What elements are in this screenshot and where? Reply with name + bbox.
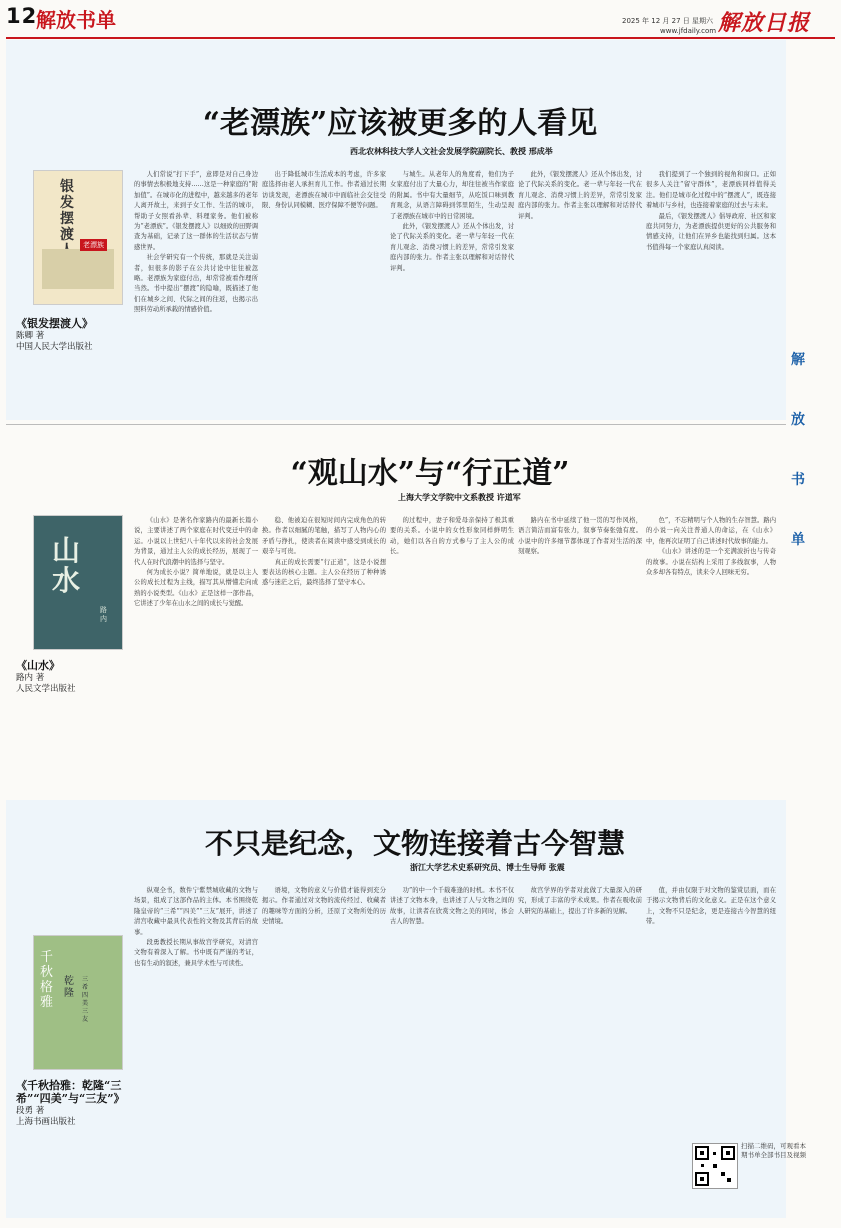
section-divider [6,424,786,425]
article2-column: 的过程中，妻子和爱母亲保持了极其重要的关系。小说中的女性形象同样鲜明生动，她们以各自的方式参与了主人公的成长。 [390,517,514,556]
article1-caption [16,318,93,353]
article2-caption [16,660,76,695]
caption-author: 路内 著 [16,673,45,683]
article1-headline: “老漂族”应该被更多的人看见 [202,106,598,141]
article1-column: 与城生。从老年人的角度看，他们为子女家庭付出了大量心力，却往往被当作家庭的附属。书中有大量细节，从吃饭口味到教育观念，从语言障碍到邻里陌生，生动呈现了老漂族在城市中的日常困境。 此外，《银发摆渡人》还从个体出发，讨论了代际关系的变化。老一辈与年轻一代在育儿观念、消费习惯上的差异，常常引发家庭内部的张力。作者主张以理解和对话替代评判。 [390,171,514,272]
qr-caption: 扫描二维码，可观看本期书单全部书目及视频 [741,1142,806,1159]
article2-byline: 上海大学文学院中文系教授 许道军 [398,493,521,502]
cover-subtitle: 三希 四美 三友 [82,976,89,1023]
qr-code[interactable] [692,1143,738,1189]
side-char: 放 [791,412,805,428]
article2-column: 色”，不忘精明与个人物的生存智慧。路内的小说一向关注普通人的命运，在《山水》中，他再次证明了自己讲述时代故事的能力。 《山水》讲述的是一个充满波折也与传奇的故事。小说在结构上采用了多线叙事，人物众多却各有特点，读来令人回味无穷。 [646,517,776,577]
article3-column: 值，并由仅限于对文物的鉴赏层面，而在于揭示文物背后的文化意义。正是在这个意义上，文物不只是纪念，更是连接古今智慧的纽带。 [646,887,776,926]
cover-title: 乾隆 [64,976,74,999]
article1-byline: 西北农林科技大学人文社会发展学院副院长、教授 邢成举 [350,147,553,156]
masthead-rule [6,37,835,39]
side-char: 书 [791,472,805,488]
article2-headline: “观山水”与“行正道” [290,456,570,491]
side-char: 解 [791,352,805,368]
caption-title: 《千秋拾雅：乾隆“三希”“四美”与“三友”》 [16,1079,125,1105]
cover-sticker: 老漂族 [80,239,107,251]
caption-author: 段勇 著 [16,1106,45,1116]
caption-publisher: 人民文学出版社 [16,684,76,694]
article3-book-cover [33,935,123,1070]
caption-publisher: 上海书画出版社 [16,1117,76,1127]
article3-headline: 不只是纪念，文物连接着古今智慧 [204,827,625,860]
side-char: 单 [791,532,805,548]
article1-column: 人们常说“打下手”，意即是对自己身边的事情去积极地支持……这是一种家庭的“附加值”。在城市化的进程中，越来越多的老年人离开故土，来到子女工作、生活的城市，帮助子女照看孙辈、料理家务。他们被称为“老漂族”。《银发摆渡人》以细致的田野调查为基础，记录了这一群体的生活状态与情感世界。 社会学研究有一个传统，那就是关注弱者，但很多的影子在公共讨论中往往被忽略。老漂族为家庭付出，却常常被看作理所当然。书中提出“摆渡”的隐喻，既描述了他们在城乡之间、代际之间的往返，也揭示出照料劳动所承载的情感价值。 [134,171,258,314]
article2-column: 稳、他被迫在很短时间内完成角色的转换。作者以细腻的笔触，描写了人物内心的矛盾与挣扎，使读者在阅读中感受到成长的艰辛与可贵。 真正的成长需要“行正道”，这是小说想要表达的核心主题。主人公在经历了种种诱惑与迷茫之后，最终选择了坚守本心。 [262,517,386,587]
article3-byline: 浙江大学艺术史系研究员、博士生导师 张震 [410,863,565,872]
cover-series: 千秋 格 雅 [40,950,54,1010]
cover-author: 路内 [100,606,107,623]
article2-book-cover [33,515,123,650]
article1-book-cover [33,170,123,305]
section-title: 解放书单 [36,8,116,32]
website-link[interactable]: www.jfdaily.com [660,27,717,35]
article3-caption [16,1080,128,1128]
article1-column: 出于降低城市生活成本的考虑，许多家庭选择由老人承担育儿工作。作者通过长期访谈发现，老漂族在城市中面临社会交往受限、身份认同模糊、医疗保障不便等问题。 [262,171,386,210]
cover-title: 山水 [52,534,81,597]
article3-column: 纵观全书，数件宁紫禁城收藏的文物与场景，组成了这部作品的主体。本书围绕乾隆皇帝的“三希”“四美”“三友”展开，讲述了清宫收藏中最具代表性的文物及其背后的故事。 段勇教授长期从事故宫学研究，对清宫文物有着深入了解。书中既有严谨的考证，也有生动的叙述，兼具学术性与可读性。 [134,887,258,967]
article1-column: 此外，《银发摆渡人》还从个体出发，讨论了代际关系的变化。老一辈与年轻一代在育儿观念、消费习惯上的差异，常常引发家庭内部的张力。作者主张以理解和对话替代评判。 [518,171,642,220]
article3-column: 功”的中一个千载难逢的时机。本书不仅讲述了文物本身，也讲述了人与文物之间的故事，让读者在欣赏文物之美的同时，体会古人的智慧。 [390,887,514,926]
article1-column: 我们提到了一个独到的视角和窗口。正如很多人关注“留守群体”，老漂族同样值得关注。他们是城市化过程中的“摆渡人”，既连接着城市与乡村，也连接着家庭的过去与未来。 最后，《银发摆渡人》倡导政府、社区和家庭共同努力，为老漂族提供更好的公共服务和情感支持，让他们在异乡也能找到归属。这本书值得每一个家庭认真阅读。 [646,171,776,251]
side-banner [790,330,806,570]
caption-publisher: 中国人民大学出版社 [16,342,93,352]
caption-title: 《山水》 [16,659,60,672]
cover-title: 银发摆渡 [60,179,74,243]
article2-column: 路内在书中延续了他一贯的写作风格，语言简洁而富有张力，叙事节奏张弛有度。小说中的许多细节都体现了作者对生活的深刻观察。 [518,517,642,556]
article2-column: 《山水》是著名作家路内的最新长篇小说，主要讲述了两个家庭在时代变迁中的命运。小说以上世纪八十年代以来的社会发展为背景，通过主人公的成长经历，展现了一代人在时代浪潮中的选择与坚守。 何为成长小说？简单地说，就是以主人公的成长过程为主线，描写其从懵懂走向成熟的小说类型。《山水》正是这样一部作品，它讲述了少年在山水之间的成长与觉醒。 [134,517,258,608]
article3-column: 故宫学界的学者对此做了大量深入的研究，形成了丰富的学术成果。作者在吸收前人研究的基础上，提出了许多新的见解。 [518,887,642,915]
caption-title: 《银发摆渡人》 [16,317,93,330]
caption-author: 陈卿 著 [16,331,45,341]
page-number: 12 [6,4,38,28]
article3-column: 语境，文物的意义与价值才能得到充分揭示。作者通过对文物的流传经过、收藏者的趣味等方面的分析，还原了文物所处的历史情境。 [262,887,386,926]
issue-date: 2025 年 12 月 27 日 星期六 [622,17,713,25]
newspaper-logo: 解放日报 [718,10,811,36]
